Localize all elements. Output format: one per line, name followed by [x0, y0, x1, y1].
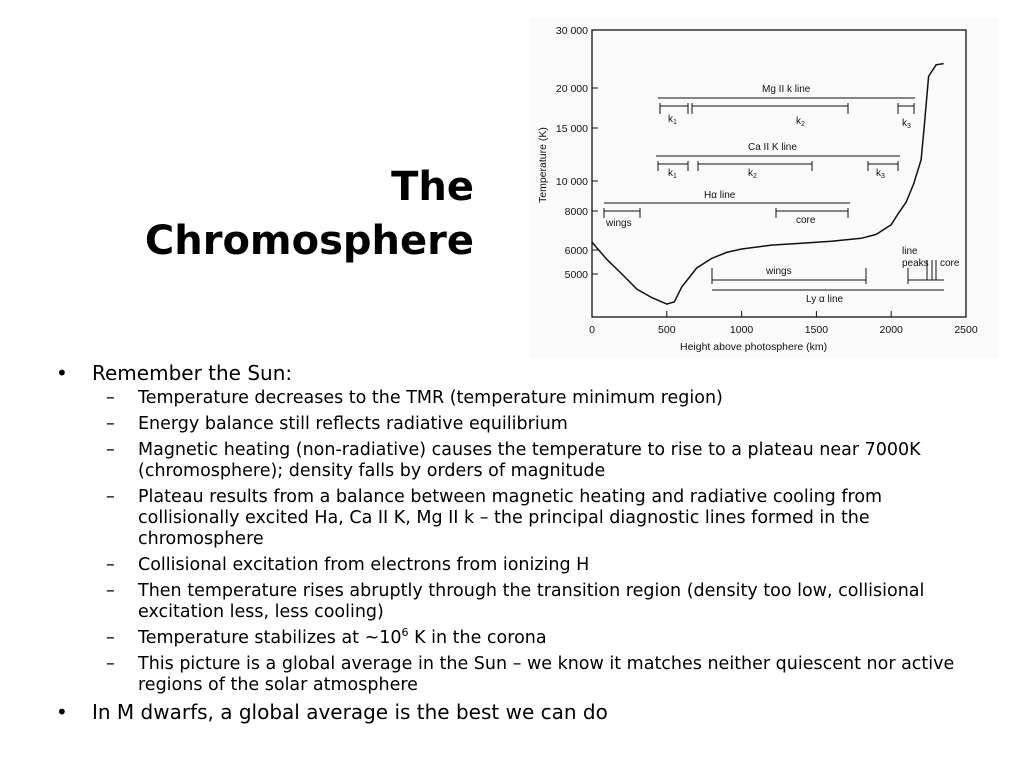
- ha-wings-label: wings: [606, 218, 632, 229]
- mg-line-label: Mg II k line: [762, 84, 811, 95]
- bullet-text: Remember the Sun:: [92, 361, 293, 385]
- y-tick-label: 10 000: [555, 176, 588, 188]
- y-tick-label: 30 000: [555, 25, 588, 37]
- x-tick-label: 500: [658, 324, 676, 336]
- sub-bullet-item: [92, 628, 986, 649]
- sub-bullet-dash: –: [106, 654, 115, 674]
- ha-line-label: Hα line: [704, 190, 736, 201]
- slide-title: [145, 160, 474, 268]
- lya-line-label: Ly α line: [806, 294, 844, 305]
- x-tick-label: 2500: [954, 324, 978, 336]
- x-tick-label: 0: [589, 324, 595, 336]
- sub-bullet-text: Plateau results from a balance between magnetic heating and radiative cooling from collisionally excited Ha, Ca II K, Mg II k – the principal diagnostic lines formed in the chromosphere: [138, 487, 883, 549]
- slide-title-line-1: The: [391, 164, 474, 210]
- sub-bullet-list: [92, 388, 986, 696]
- sub-bullet-dash: –: [106, 581, 115, 601]
- sub-bullet-item: [92, 581, 986, 623]
- chart-svg: [530, 18, 998, 358]
- sub-bullet-dash: –: [106, 555, 115, 575]
- x-tick-label: 1500: [804, 324, 829, 336]
- bullet-dot: •: [56, 700, 68, 724]
- x-tick-label: 1000: [729, 324, 754, 336]
- sub-bullet-dash: –: [106, 414, 115, 434]
- y-tick-label: 6000: [564, 245, 588, 257]
- sub-bullet-item: [92, 654, 986, 696]
- sub-bullet-dash: –: [106, 628, 115, 648]
- y-tick-label: 15 000: [555, 123, 588, 135]
- mg-k3-label: $k_3$: [902, 118, 911, 130]
- temperature-height-chart: [530, 18, 998, 358]
- bullet-remember-sun: [56, 362, 986, 696]
- y-axis-label: Temperature (K): [537, 127, 549, 203]
- sub-bullet-text: Then temperature rises abruptly through the transition region (density too low, collisional excitation less, less cooling): [138, 581, 925, 622]
- corona-suffix: K in the corona: [408, 628, 547, 648]
- ca-line-label: Ca II K line: [748, 142, 797, 153]
- chart-background: [530, 18, 998, 358]
- bullet-text: In M dwarfs, a global average is the best we can do: [92, 700, 608, 724]
- ha-core-label: core: [796, 215, 816, 226]
- lya-core-label: core: [940, 258, 960, 269]
- y-tick-label: 5000: [564, 269, 588, 281]
- sub-bullet-item: [92, 440, 986, 482]
- slide-title-line-2: Chromosphere: [144, 218, 474, 264]
- corona-exponent: 6: [401, 626, 409, 640]
- sub-bullet-text: Magnetic heating (non-radiative) causes the temperature to rise to a plateau near 7000K (chromosphere); density falls by orders of magnitude: [138, 440, 921, 481]
- sub-bullet-item: [92, 388, 986, 409]
- mg-k1-label: $k_1$: [668, 114, 677, 126]
- bullet-dot: •: [56, 361, 68, 385]
- x-tick-label: 2000: [879, 324, 903, 336]
- sub-bullet-text: This picture is a global average in the Sun – we know it matches neither quiescent nor active regions of the solar atmosphere: [138, 654, 955, 695]
- lya-peaks-label: peaks: [902, 258, 929, 269]
- sub-bullet-item: [92, 555, 986, 576]
- sub-bullet-text: Temperature decreases to the TMR (temperature minimum region): [138, 388, 723, 408]
- sub-bullet-item: [92, 414, 986, 435]
- sub-bullet-item: [92, 487, 986, 550]
- sub-bullet-text: Collisional excitation from electrons from ionizing H: [138, 555, 590, 575]
- sub-bullet-text: Energy balance still reflects radiative equilibrium: [138, 414, 568, 434]
- lya-line-word-label: line: [902, 246, 918, 257]
- ca-k3-label: $k_3$: [876, 168, 885, 180]
- x-axis-label: Height above photosphere (km): [680, 341, 828, 353]
- sub-bullet-dash: –: [106, 388, 115, 408]
- bullet-m-dwarfs: [56, 701, 986, 723]
- mg-k2-label: $k_2$: [796, 116, 805, 128]
- ca-k1-label: $k_1$: [668, 168, 677, 180]
- lya-wings-label: wings: [766, 266, 792, 277]
- y-tick-label: 8000: [564, 206, 588, 218]
- sub-bullet-dash: –: [106, 440, 115, 460]
- ca-k2-label: $k_2$: [748, 168, 757, 180]
- y-tick-label: 20 000: [555, 83, 588, 95]
- bullet-list: [56, 362, 986, 723]
- sub-bullet-dash: –: [106, 487, 115, 507]
- sub-bullet-text: Temperature stabilizes at ~10: [138, 628, 402, 648]
